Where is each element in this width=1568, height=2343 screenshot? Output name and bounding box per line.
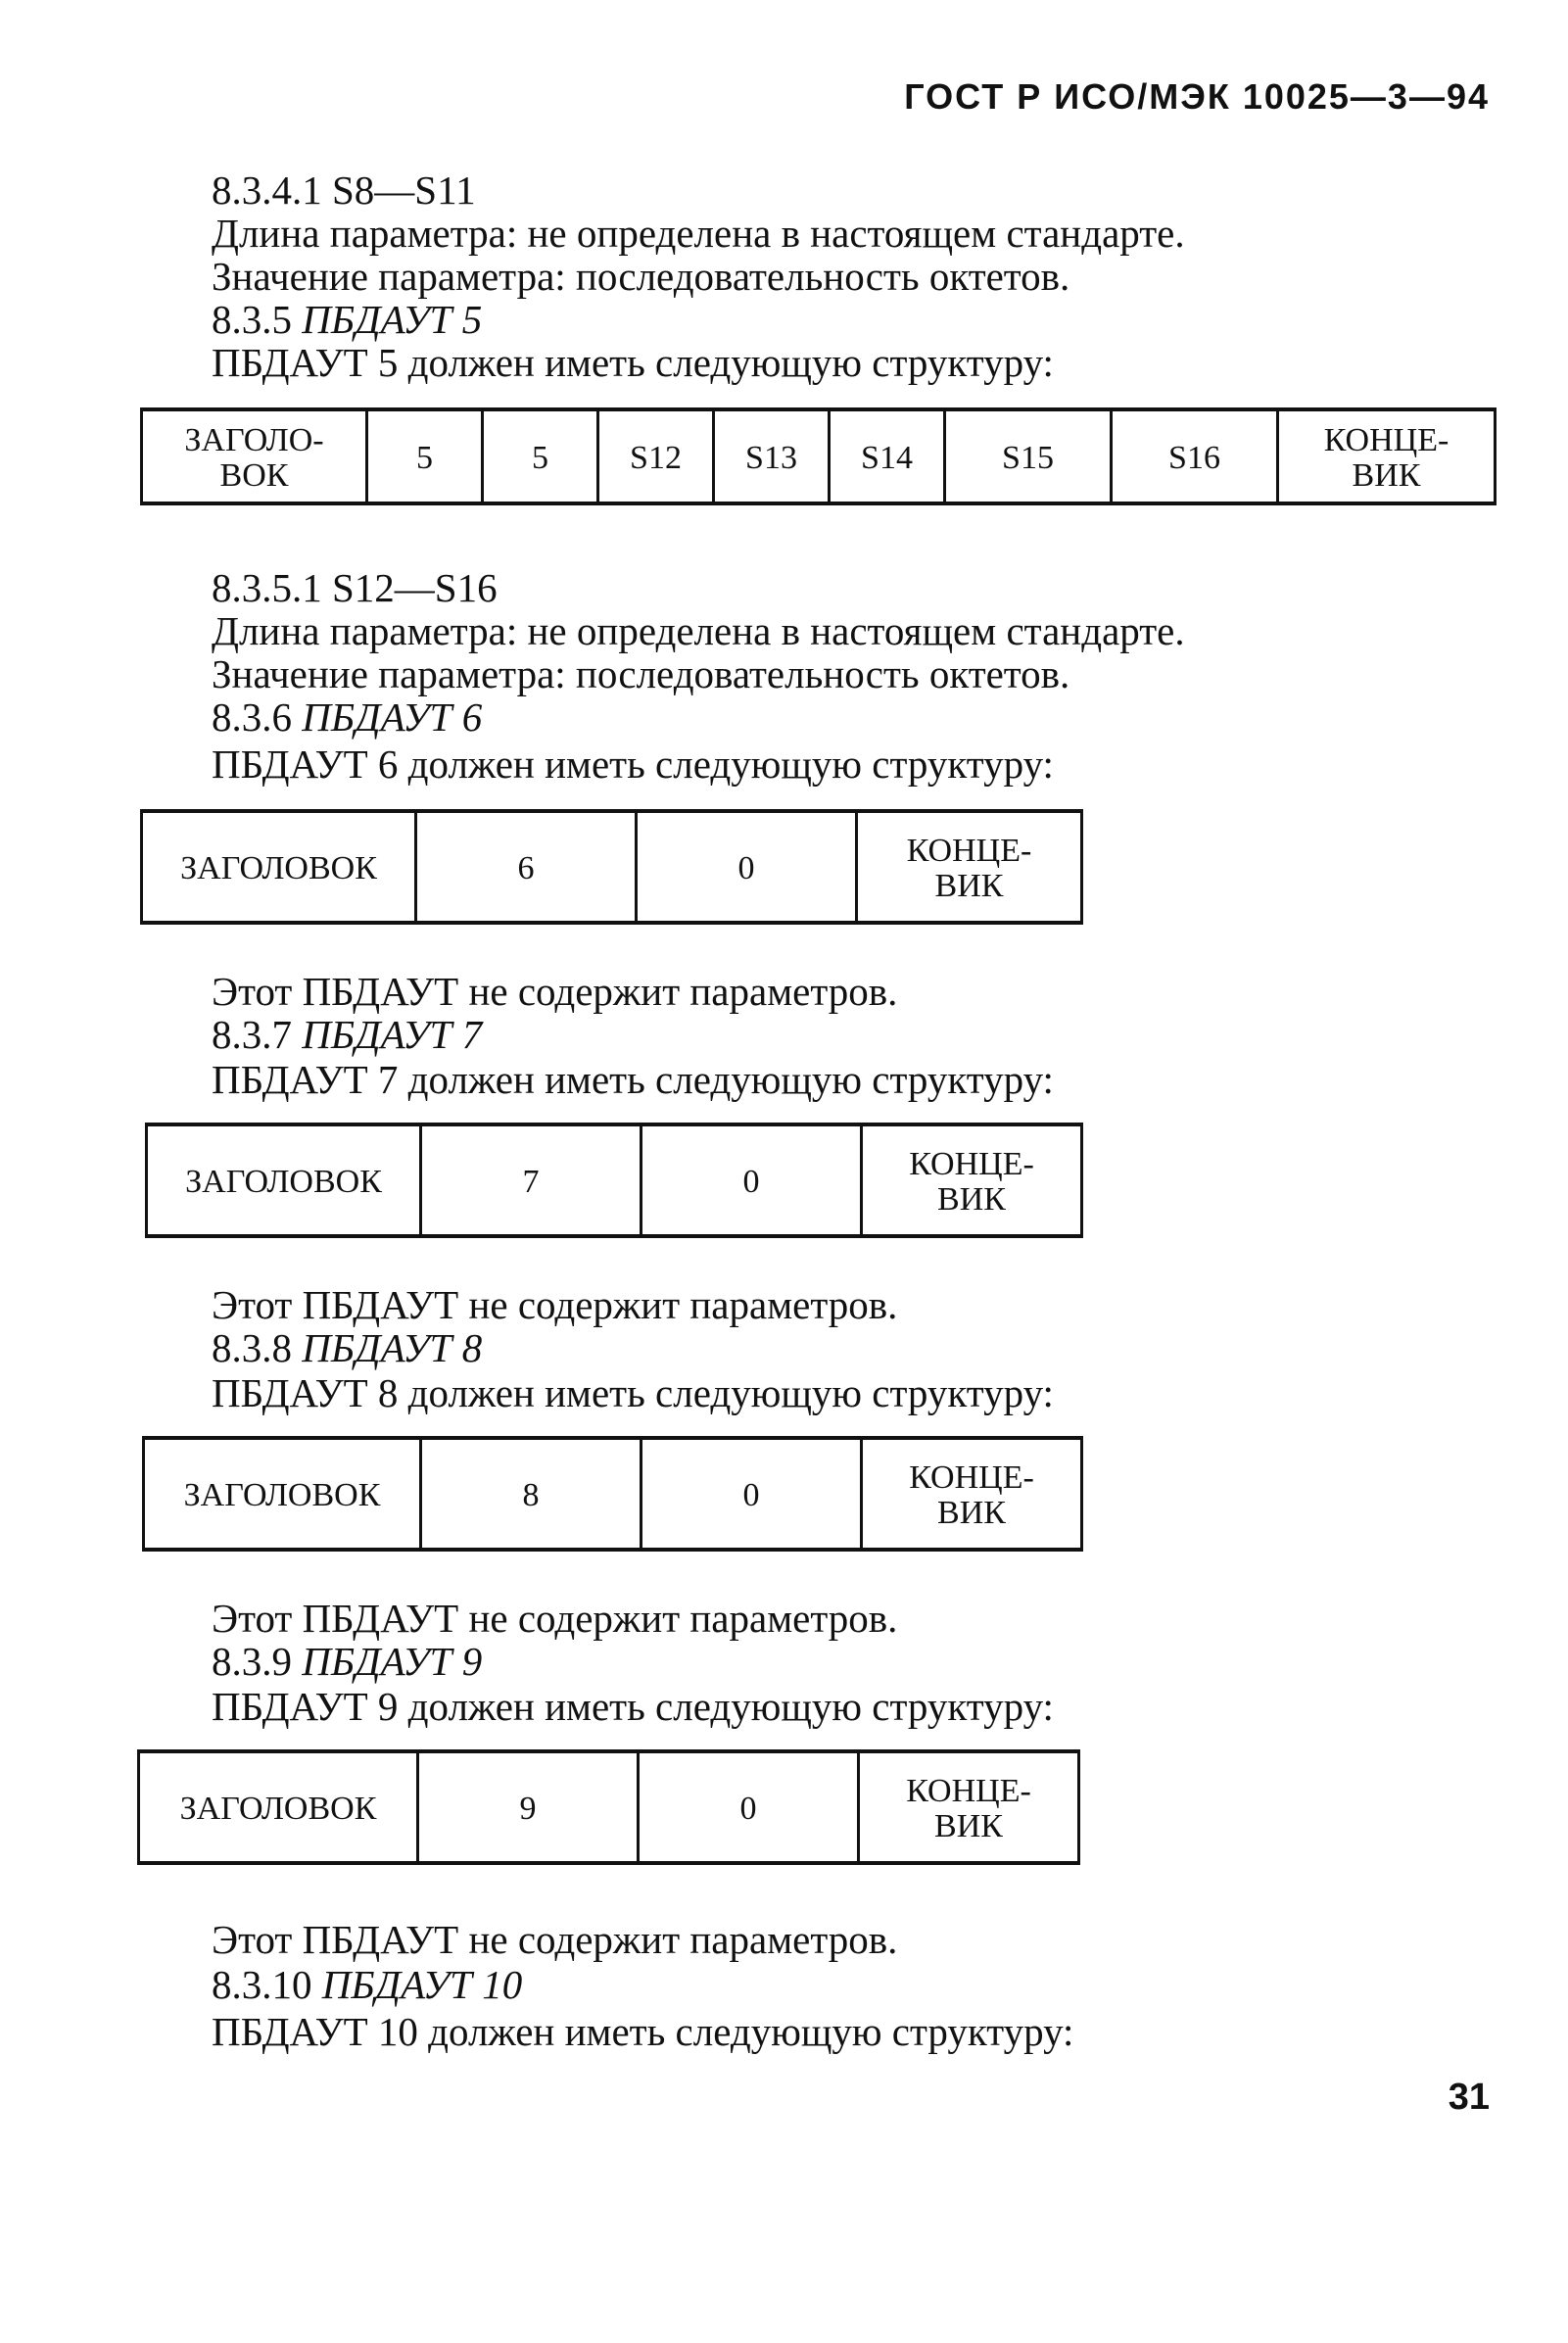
paragraph-line [212, 341, 1054, 384]
table-cell: ЗАГОЛО- ВОК [142, 409, 367, 503]
line-text: ПБДАУТ 8 должен иметь следующую структуру: [212, 1370, 1054, 1415]
line-text: Этот ПБДАУТ не содержит параметров. [212, 969, 898, 1014]
table-cell: КОНЦЕ- ВИК [862, 1438, 1082, 1550]
table-cell: КОНЦЕ- ВИК [857, 811, 1082, 923]
line-text: Значение параметра: последовательность октетов. [212, 651, 1070, 696]
pdu8-structure-table [142, 1436, 1083, 1552]
table-cell: КОНЦЕ- ВИК [1278, 409, 1496, 503]
paragraph-line [212, 1597, 897, 1640]
line-text: ПБДАУТ 6 должен иметь следующую структуру: [212, 741, 1054, 787]
paragraph-line [212, 1371, 1054, 1414]
table-cell: 0 [639, 1751, 859, 1863]
table-row [142, 811, 1082, 923]
line-text: ПБДАУТ 5 должен иметь следующую структуру: [212, 340, 1054, 385]
table-cell: 5 [483, 409, 598, 503]
table-cell: ЗАГОЛОВОК [142, 811, 416, 923]
section-heading-8-3-4-1 [212, 168, 476, 212]
paragraph-line [212, 212, 1185, 255]
table-cell: S13 [714, 409, 830, 503]
line-text: Длина параметра: не определена в настоящем стандарте. [212, 211, 1185, 256]
pdu6-structure-table [140, 809, 1083, 925]
pdu9-structure-table [137, 1749, 1080, 1865]
section-heading-8-3-6 [212, 695, 482, 739]
table-cell: S15 [945, 409, 1112, 503]
section-title: ПБДАУТ 7 [302, 1012, 483, 1057]
section-title: ПБДАУТ 10 [321, 1962, 523, 2007]
paragraph-line [212, 1283, 897, 1326]
line-text: Этот ПБДАУТ не содержит параметров. [212, 1282, 898, 1327]
line-text: 8.3.8 [212, 1325, 303, 1370]
line-text: Длина параметра: не определена в настоящем стандарте. [212, 608, 1185, 653]
table-cell: ЗАГОЛОВОК [147, 1124, 421, 1236]
pdu5-structure-table [140, 407, 1497, 505]
table-cell: 0 [641, 1124, 862, 1236]
paragraph-line [212, 255, 1069, 298]
paragraph-line [212, 1058, 1054, 1101]
section-heading-8-3-9 [212, 1640, 482, 1683]
line-text: 8.3.4.1 S8—S11 [212, 167, 476, 213]
table-cell: ЗАГОЛОВОК [139, 1751, 418, 1863]
table-cell: 6 [416, 811, 637, 923]
line-text: 8.3.7 [212, 1012, 303, 1057]
line-text: 8.3.9 [212, 1639, 303, 1684]
line-text: Значение параметра: последовательность октетов. [212, 254, 1070, 299]
paragraph-line [212, 970, 897, 1013]
table-cell: S14 [830, 409, 945, 503]
line-text: 8.3.5.1 S12—S16 [212, 565, 498, 610]
table-cell: S12 [598, 409, 714, 503]
table-cell: КОНЦЕ- ВИК [859, 1751, 1079, 1863]
line-text: 8.3.10 [212, 1962, 322, 2007]
paragraph-line [212, 609, 1185, 652]
section-heading-8-3-5-1 [212, 566, 498, 609]
line-text: ПБДАУТ 9 должен иметь следующую структуру: [212, 1684, 1054, 1729]
paragraph-line [212, 1685, 1054, 1728]
line-text: 8.3.6 [212, 694, 303, 740]
table-row [139, 1751, 1079, 1863]
line-text: ПБДАУТ 7 должен иметь следующую структуру: [212, 1057, 1054, 1102]
section-title: ПБДАУТ 8 [302, 1325, 483, 1370]
pdu7-structure-table [145, 1123, 1083, 1238]
paragraph-line [212, 652, 1069, 695]
table-cell: ЗАГОЛОВОК [144, 1438, 421, 1550]
table-cell: 8 [421, 1438, 641, 1550]
table-cell: 0 [641, 1438, 862, 1550]
section-heading-8-3-7 [212, 1013, 482, 1056]
table-row [147, 1124, 1082, 1236]
table-cell: 0 [637, 811, 857, 923]
line-text: Этот ПБДАУТ не содержит параметров. [212, 1917, 898, 1962]
paragraph-line [212, 2010, 1073, 2053]
table-cell: 7 [421, 1124, 641, 1236]
page-number: 31 [1448, 2077, 1490, 2118]
section-heading-8-3-8 [212, 1326, 482, 1369]
table-cell: КОНЦЕ- ВИК [862, 1124, 1082, 1236]
paragraph-line [212, 1918, 897, 1961]
table-row [142, 409, 1496, 503]
table-row [144, 1438, 1082, 1550]
paragraph-line [212, 742, 1054, 786]
line-text: ПБДАУТ 10 должен иметь следующую структуру: [212, 2009, 1074, 2054]
running-header: ГОСТ Р ИСО/МЭК 10025—3—94 [904, 76, 1490, 117]
section-title: ПБДАУТ 6 [302, 694, 483, 740]
section-title: ПБДАУТ 9 [302, 1639, 483, 1684]
table-cell: 9 [418, 1751, 639, 1863]
line-text: 8.3.5 [212, 297, 303, 342]
section-heading-8-3-10 [212, 1963, 522, 2006]
section-title: ПБДАУТ 5 [302, 297, 483, 342]
table-cell: 5 [367, 409, 483, 503]
table-cell: S16 [1112, 409, 1278, 503]
line-text: Этот ПБДАУТ не содержит параметров. [212, 1596, 898, 1641]
section-heading-8-3-5 [212, 298, 482, 341]
